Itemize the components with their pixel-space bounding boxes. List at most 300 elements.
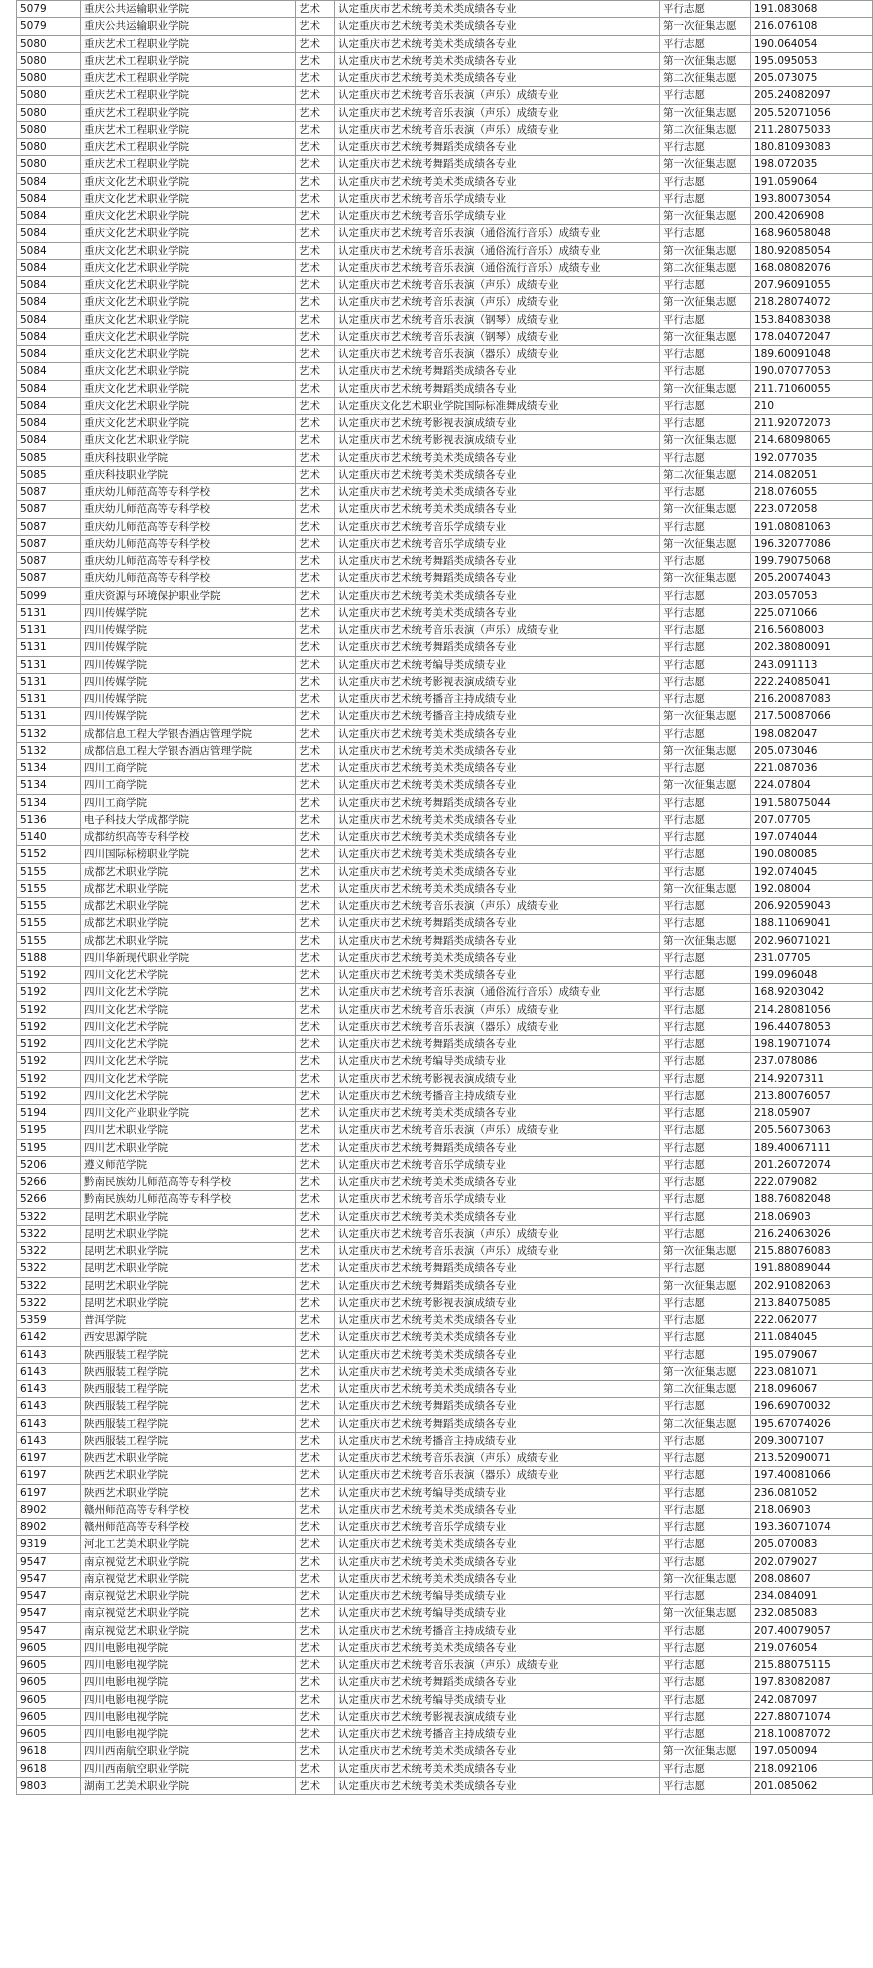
major-rule-cell: 认定重庆文化艺术职业学院国际标准舞成绩专业 [335, 397, 660, 414]
major-rule-cell: 认定重庆市艺术统考舞蹈类成绩各专业 [335, 363, 660, 380]
table-row [17, 1329, 873, 1346]
table-row [17, 156, 873, 173]
category-cell: 艺术 [296, 432, 335, 449]
school-code-cell: 5084 [17, 259, 81, 276]
school-code-cell: 6143 [17, 1415, 81, 1432]
score-cell: 195.095053 [751, 52, 873, 69]
school-name-cell: 南京视觉艺术职业学院 [81, 1570, 296, 1587]
major-rule-cell: 认定重庆市艺术统考音乐表演（通俗流行音乐）成绩专业 [335, 242, 660, 259]
batch-cell: 第一次征集志愿 [660, 208, 751, 225]
school-code-cell: 5195 [17, 1122, 81, 1139]
batch-cell: 第二次征集志愿 [660, 1415, 751, 1432]
school-code-cell: 5079 [17, 18, 81, 35]
batch-cell: 平行志愿 [660, 363, 751, 380]
major-rule-cell: 认定重庆市艺术统考音乐表演（声乐）成绩专业 [335, 87, 660, 104]
school-code-cell: 6143 [17, 1363, 81, 1380]
category-cell: 艺术 [296, 570, 335, 587]
score-cell: 205.073075 [751, 70, 873, 87]
table-row [17, 691, 873, 708]
major-rule-cell: 认定重庆市艺术统考音乐表演（声乐）成绩专业 [335, 1450, 660, 1467]
category-cell: 艺术 [296, 967, 335, 984]
major-rule-cell: 认定重庆市艺术统考美术类成绩各专业 [335, 604, 660, 621]
school-code-cell: 9605 [17, 1657, 81, 1674]
school-code-cell: 5192 [17, 967, 81, 984]
major-rule-cell: 认定重庆市艺术统考美术类成绩各专业 [335, 587, 660, 604]
table-row [17, 173, 873, 190]
batch-cell: 平行志愿 [660, 346, 751, 363]
school-name-cell: 黔南民族幼儿师范高等专科学校 [81, 1174, 296, 1191]
school-name-cell: 重庆文化艺术职业学院 [81, 380, 296, 397]
school-name-cell: 四川文化艺术学院 [81, 967, 296, 984]
major-rule-cell: 认定重庆市艺术统考美术类成绩各专业 [335, 1777, 660, 1794]
batch-cell: 平行志愿 [660, 1053, 751, 1070]
school-code-cell: 5192 [17, 1053, 81, 1070]
school-name-cell: 西安思源学院 [81, 1329, 296, 1346]
major-rule-cell: 认定重庆市艺术统考舞蹈类成绩各专业 [335, 932, 660, 949]
school-name-cell: 四川文化艺术学院 [81, 1018, 296, 1035]
school-code-cell: 5132 [17, 725, 81, 742]
batch-cell: 第一次征集志愿 [660, 777, 751, 794]
major-rule-cell: 认定重庆市艺术统考播音主持成绩专业 [335, 708, 660, 725]
school-name-cell: 四川传媒学院 [81, 656, 296, 673]
school-name-cell: 重庆艺术工程职业学院 [81, 139, 296, 156]
score-cell: 193.36071074 [751, 1519, 873, 1536]
school-code-cell: 5322 [17, 1260, 81, 1277]
table-row [17, 294, 873, 311]
major-rule-cell: 认定重庆市艺术统考美术类成绩各专业 [335, 1312, 660, 1329]
batch-cell: 第一次征集志愿 [660, 742, 751, 759]
table-row [17, 760, 873, 777]
batch-cell: 平行志愿 [660, 173, 751, 190]
school-code-cell: 5192 [17, 984, 81, 1001]
batch-cell: 平行志愿 [660, 967, 751, 984]
school-name-cell: 成都信息工程大学银杏酒店管理学院 [81, 742, 296, 759]
batch-cell: 平行志愿 [660, 1432, 751, 1449]
category-cell: 艺术 [296, 1174, 335, 1191]
major-rule-cell: 认定重庆市艺术统考美术类成绩各专业 [335, 725, 660, 742]
category-cell: 艺术 [296, 1053, 335, 1070]
school-name-cell: 重庆艺术工程职业学院 [81, 35, 296, 52]
score-cell: 222.24085041 [751, 673, 873, 690]
table-row [17, 1122, 873, 1139]
category-cell: 艺术 [296, 35, 335, 52]
batch-cell: 平行志愿 [660, 1501, 751, 1518]
school-code-cell: 5087 [17, 518, 81, 535]
score-cell: 236.081052 [751, 1484, 873, 1501]
category-cell: 艺术 [296, 1639, 335, 1656]
school-code-cell: 9547 [17, 1605, 81, 1622]
score-cell: 199.79075068 [751, 553, 873, 570]
batch-cell: 第一次征集志愿 [660, 1363, 751, 1380]
score-cell: 202.38080091 [751, 639, 873, 656]
batch-cell: 平行志愿 [660, 1553, 751, 1570]
table-row [17, 1450, 873, 1467]
major-rule-cell: 认定重庆市艺术统考音乐表演（声乐）成绩专业 [335, 1243, 660, 1260]
category-cell: 艺术 [296, 708, 335, 725]
category-cell: 艺术 [296, 1243, 335, 1260]
score-cell: 200.4206908 [751, 208, 873, 225]
school-code-cell: 5080 [17, 139, 81, 156]
school-code-cell: 5080 [17, 87, 81, 104]
batch-cell: 平行志愿 [660, 1, 751, 18]
school-name-cell: 陕西服装工程学院 [81, 1415, 296, 1432]
table-row [17, 1225, 873, 1242]
batch-cell: 平行志愿 [660, 1726, 751, 1743]
table-row [17, 346, 873, 363]
category-cell: 艺术 [296, 1605, 335, 1622]
score-cell: 197.050094 [751, 1743, 873, 1760]
table-row [17, 484, 873, 501]
major-rule-cell: 认定重庆市艺术统考舞蹈类成绩各专业 [335, 1674, 660, 1691]
school-name-cell: 陕西服装工程学院 [81, 1432, 296, 1449]
table-row [17, 1, 873, 18]
school-name-cell: 四川艺术职业学院 [81, 1122, 296, 1139]
table-row [17, 1087, 873, 1104]
batch-cell: 第一次征集志愿 [660, 932, 751, 949]
major-rule-cell: 认定重庆市艺术统考美术类成绩各专业 [335, 1381, 660, 1398]
school-code-cell: 5322 [17, 1243, 81, 1260]
table-row [17, 363, 873, 380]
table-row [17, 1001, 873, 1018]
major-rule-cell: 认定重庆市艺术统考美术类成绩各专业 [335, 949, 660, 966]
category-cell: 艺术 [296, 466, 335, 483]
table-row [17, 1156, 873, 1173]
category-cell: 艺术 [296, 1484, 335, 1501]
table-row [17, 656, 873, 673]
score-cell: 214.28081056 [751, 1001, 873, 1018]
school-name-cell: 成都信息工程大学银杏酒店管理学院 [81, 725, 296, 742]
school-code-cell: 5194 [17, 1105, 81, 1122]
batch-cell: 平行志愿 [660, 1036, 751, 1053]
school-code-cell: 5131 [17, 622, 81, 639]
category-cell: 艺术 [296, 1570, 335, 1587]
table-row [17, 1760, 873, 1777]
table-row [17, 1363, 873, 1380]
school-name-cell: 昆明艺术职业学院 [81, 1277, 296, 1294]
major-rule-cell: 认定重庆市艺术统考舞蹈类成绩各专业 [335, 156, 660, 173]
major-rule-cell: 认定重庆市艺术统考美术类成绩各专业 [335, 1346, 660, 1363]
table-row [17, 1294, 873, 1311]
table-row [17, 277, 873, 294]
table-row [17, 1398, 873, 1415]
school-name-cell: 重庆文化艺术职业学院 [81, 363, 296, 380]
score-cell: 193.80073054 [751, 190, 873, 207]
table-row [17, 587, 873, 604]
score-cell: 234.084091 [751, 1588, 873, 1605]
school-name-cell: 重庆文化艺术职业学院 [81, 346, 296, 363]
batch-cell: 平行志愿 [660, 311, 751, 328]
school-code-cell: 5084 [17, 294, 81, 311]
major-rule-cell: 认定重庆市艺术统考音乐表演（钢琴）成绩专业 [335, 311, 660, 328]
major-rule-cell: 认定重庆市艺术统考美术类成绩各专业 [335, 1363, 660, 1380]
score-cell: 216.20087083 [751, 691, 873, 708]
score-cell: 218.06903 [751, 1208, 873, 1225]
category-cell: 艺术 [296, 139, 335, 156]
school-code-cell: 5134 [17, 760, 81, 777]
category-cell: 艺术 [296, 639, 335, 656]
score-cell: 223.081071 [751, 1363, 873, 1380]
category-cell: 艺术 [296, 346, 335, 363]
table-row [17, 208, 873, 225]
school-name-cell: 重庆文化艺术职业学院 [81, 173, 296, 190]
category-cell: 艺术 [296, 1294, 335, 1311]
category-cell: 艺术 [296, 656, 335, 673]
table-row [17, 535, 873, 552]
category-cell: 艺术 [296, 1760, 335, 1777]
major-rule-cell: 认定重庆市艺术统考音乐表演（声乐）成绩专业 [335, 622, 660, 639]
school-name-cell: 成都艺术职业学院 [81, 915, 296, 932]
school-code-cell: 5192 [17, 1001, 81, 1018]
major-rule-cell: 认定重庆市艺术统考播音主持成绩专业 [335, 1432, 660, 1449]
category-cell: 艺术 [296, 397, 335, 414]
category-cell: 艺术 [296, 1225, 335, 1242]
score-cell: 197.83082087 [751, 1674, 873, 1691]
school-name-cell: 四川西南航空职业学院 [81, 1743, 296, 1760]
category-cell: 艺术 [296, 1208, 335, 1225]
category-cell: 艺术 [296, 949, 335, 966]
school-name-cell: 重庆文化艺术职业学院 [81, 225, 296, 242]
school-name-cell: 重庆艺术工程职业学院 [81, 156, 296, 173]
school-code-cell: 5084 [17, 328, 81, 345]
batch-cell: 平行志愿 [660, 1156, 751, 1173]
batch-cell: 平行志愿 [660, 1657, 751, 1674]
category-cell: 艺术 [296, 1432, 335, 1449]
major-rule-cell: 认定重庆市艺术统考美术类成绩各专业 [335, 501, 660, 518]
major-rule-cell: 认定重庆市艺术统考美术类成绩各专业 [335, 1553, 660, 1570]
score-cell: 201.085062 [751, 1777, 873, 1794]
major-rule-cell: 认定重庆市艺术统考舞蹈类成绩各专业 [335, 380, 660, 397]
category-cell: 艺术 [296, 1036, 335, 1053]
school-name-cell: 重庆文化艺术职业学院 [81, 208, 296, 225]
school-name-cell: 重庆幼儿师范高等专科学校 [81, 553, 296, 570]
score-cell: 215.88076083 [751, 1243, 873, 1260]
table-row [17, 898, 873, 915]
batch-cell: 平行志愿 [660, 397, 751, 414]
table-row [17, 190, 873, 207]
school-code-cell: 5080 [17, 52, 81, 69]
score-cell: 206.92059043 [751, 898, 873, 915]
major-rule-cell: 认定重庆市艺术统考影视表演成绩专业 [335, 1708, 660, 1725]
category-cell: 艺术 [296, 880, 335, 897]
table-row [17, 311, 873, 328]
major-rule-cell: 认定重庆市艺术统考美术类成绩各专业 [335, 1760, 660, 1777]
school-name-cell: 重庆文化艺术职业学院 [81, 190, 296, 207]
school-code-cell: 9547 [17, 1622, 81, 1639]
table-row [17, 1519, 873, 1536]
school-name-cell: 重庆公共运输职业学院 [81, 18, 296, 35]
table-row [17, 1139, 873, 1156]
school-name-cell: 四川电影电视学院 [81, 1691, 296, 1708]
category-cell: 艺术 [296, 1519, 335, 1536]
category-cell: 艺术 [296, 691, 335, 708]
major-rule-cell: 认定重庆市艺术统考编导类成绩专业 [335, 656, 660, 673]
score-cell: 190.07077053 [751, 363, 873, 380]
major-rule-cell: 认定重庆市艺术统考美术类成绩各专业 [335, 52, 660, 69]
school-name-cell: 电子科技大学成都学院 [81, 811, 296, 828]
major-rule-cell: 认定重庆市艺术统考音乐表演（通俗流行音乐）成绩专业 [335, 225, 660, 242]
category-cell: 艺术 [296, 622, 335, 639]
school-code-cell: 5195 [17, 1139, 81, 1156]
major-rule-cell: 认定重庆市艺术统考美术类成绩各专业 [335, 1329, 660, 1346]
category-cell: 艺术 [296, 1191, 335, 1208]
score-cell: 213.84075085 [751, 1294, 873, 1311]
batch-cell: 平行志愿 [660, 673, 751, 690]
score-cell: 216.5608003 [751, 622, 873, 639]
score-cell: 192.074045 [751, 863, 873, 880]
score-cell: 168.96058048 [751, 225, 873, 242]
table-row [17, 1570, 873, 1587]
school-code-cell: 5099 [17, 587, 81, 604]
category-cell: 艺术 [296, 1087, 335, 1104]
table-row [17, 1415, 873, 1432]
school-code-cell: 5084 [17, 432, 81, 449]
batch-cell: 平行志愿 [660, 915, 751, 932]
major-rule-cell: 认定重庆市艺术统考音乐学成绩专业 [335, 518, 660, 535]
batch-cell: 平行志愿 [660, 898, 751, 915]
major-rule-cell: 认定重庆市艺术统考舞蹈类成绩各专业 [335, 794, 660, 811]
major-rule-cell: 认定重庆市艺术统考音乐学成绩专业 [335, 190, 660, 207]
school-name-cell: 成都艺术职业学院 [81, 863, 296, 880]
major-rule-cell: 认定重庆市艺术统考舞蹈类成绩各专业 [335, 1036, 660, 1053]
table-row [17, 673, 873, 690]
major-rule-cell: 认定重庆市艺术统考舞蹈类成绩各专业 [335, 639, 660, 656]
school-code-cell: 5155 [17, 863, 81, 880]
table-row [17, 1018, 873, 1035]
batch-cell: 第一次征集志愿 [660, 1277, 751, 1294]
batch-cell: 平行志愿 [660, 1760, 751, 1777]
major-rule-cell: 认定重庆市艺术统考舞蹈类成绩各专业 [335, 1398, 660, 1415]
batch-cell: 平行志愿 [660, 691, 751, 708]
school-name-cell: 四川电影电视学院 [81, 1657, 296, 1674]
table-row [17, 380, 873, 397]
major-rule-cell: 认定重庆市艺术统考美术类成绩各专业 [335, 1743, 660, 1760]
batch-cell: 平行志愿 [660, 1519, 751, 1536]
school-code-cell: 6143 [17, 1381, 81, 1398]
major-rule-cell: 认定重庆市艺术统考美术类成绩各专业 [335, 760, 660, 777]
table-row [17, 1777, 873, 1794]
school-code-cell: 5131 [17, 691, 81, 708]
score-cell: 211.71060055 [751, 380, 873, 397]
school-code-cell: 5087 [17, 484, 81, 501]
school-name-cell: 重庆幼儿师范高等专科学校 [81, 518, 296, 535]
category-cell: 艺术 [296, 553, 335, 570]
score-cell: 188.76082048 [751, 1191, 873, 1208]
school-name-cell: 四川工商学院 [81, 777, 296, 794]
score-cell: 243.091113 [751, 656, 873, 673]
batch-cell: 平行志愿 [660, 1294, 751, 1311]
score-cell: 218.096067 [751, 1381, 873, 1398]
school-code-cell: 5155 [17, 915, 81, 932]
table-row [17, 1381, 873, 1398]
category-cell: 艺术 [296, 1001, 335, 1018]
category-cell: 艺术 [296, 1277, 335, 1294]
major-rule-cell: 认定重庆市艺术统考音乐学成绩专业 [335, 1156, 660, 1173]
category-cell: 艺术 [296, 794, 335, 811]
school-name-cell: 四川文化产业职业学院 [81, 1105, 296, 1122]
school-name-cell: 四川华新现代职业学院 [81, 949, 296, 966]
school-code-cell: 8902 [17, 1501, 81, 1518]
school-code-cell: 5080 [17, 35, 81, 52]
major-rule-cell: 认定重庆市艺术统考音乐学成绩专业 [335, 1191, 660, 1208]
batch-cell: 第一次征集志愿 [660, 294, 751, 311]
school-name-cell: 重庆幼儿师范高等专科学校 [81, 501, 296, 518]
batch-cell: 平行志愿 [660, 863, 751, 880]
school-code-cell: 5134 [17, 777, 81, 794]
major-rule-cell: 认定重庆市艺术统考音乐学成绩专业 [335, 535, 660, 552]
score-cell: 218.28074072 [751, 294, 873, 311]
major-rule-cell: 认定重庆市艺术统考音乐表演（钢琴）成绩专业 [335, 328, 660, 345]
batch-cell: 第一次征集志愿 [660, 535, 751, 552]
category-cell: 艺术 [296, 1450, 335, 1467]
school-code-cell: 5084 [17, 208, 81, 225]
batch-cell: 平行志愿 [660, 277, 751, 294]
major-rule-cell: 认定重庆市艺术统考编导类成绩专业 [335, 1691, 660, 1708]
school-code-cell: 5132 [17, 742, 81, 759]
batch-cell: 第一次征集志愿 [660, 1743, 751, 1760]
school-code-cell: 5085 [17, 449, 81, 466]
score-cell: 191.08081063 [751, 518, 873, 535]
category-cell: 艺术 [296, 604, 335, 621]
batch-cell: 第一次征集志愿 [660, 156, 751, 173]
school-code-cell: 9547 [17, 1553, 81, 1570]
school-code-cell: 9547 [17, 1570, 81, 1587]
school-code-cell: 6143 [17, 1432, 81, 1449]
table-row [17, 1484, 873, 1501]
school-name-cell: 成都艺术职业学院 [81, 932, 296, 949]
category-cell: 艺术 [296, 1691, 335, 1708]
school-code-cell: 9605 [17, 1708, 81, 1725]
major-rule-cell: 认定重庆市艺术统考美术类成绩各专业 [335, 846, 660, 863]
school-code-cell: 5136 [17, 811, 81, 828]
school-code-cell: 9605 [17, 1726, 81, 1743]
category-cell: 艺术 [296, 1743, 335, 1760]
category-cell: 艺术 [296, 863, 335, 880]
major-rule-cell: 认定重庆市艺术统考音乐表演（声乐）成绩专业 [335, 1122, 660, 1139]
school-name-cell: 重庆公共运输职业学院 [81, 1, 296, 18]
category-cell: 艺术 [296, 1588, 335, 1605]
score-cell: 213.80076057 [751, 1087, 873, 1104]
school-code-cell: 5084 [17, 363, 81, 380]
table-row [17, 1553, 873, 1570]
major-rule-cell: 认定重庆市艺术统考美术类成绩各专业 [335, 1570, 660, 1587]
school-name-cell: 四川国际标榜职业学院 [81, 846, 296, 863]
batch-cell: 平行志愿 [660, 1208, 751, 1225]
school-code-cell: 5079 [17, 1, 81, 18]
school-name-cell: 重庆文化艺术职业学院 [81, 259, 296, 276]
major-rule-cell: 认定重庆市艺术统考音乐表演（声乐）成绩专业 [335, 1657, 660, 1674]
batch-cell: 第二次征集志愿 [660, 259, 751, 276]
school-code-cell: 5087 [17, 501, 81, 518]
score-cell: 219.076054 [751, 1639, 873, 1656]
major-rule-cell: 认定重庆市艺术统考影视表演成绩专业 [335, 1294, 660, 1311]
batch-cell: 第一次征集志愿 [660, 104, 751, 121]
table-row [17, 1605, 873, 1622]
major-rule-cell: 认定重庆市艺术统考音乐表演（通俗流行音乐）成绩专业 [335, 259, 660, 276]
major-rule-cell: 认定重庆市艺术统考音乐表演（通俗流行音乐）成绩专业 [335, 984, 660, 1001]
school-name-cell: 重庆文化艺术职业学院 [81, 328, 296, 345]
major-rule-cell: 认定重庆市艺术统考舞蹈类成绩各专业 [335, 570, 660, 587]
school-code-cell: 5266 [17, 1174, 81, 1191]
table-row [17, 1277, 873, 1294]
school-code-cell: 5155 [17, 898, 81, 915]
major-rule-cell: 认定重庆市艺术统考舞蹈类成绩各专业 [335, 1139, 660, 1156]
school-code-cell: 5359 [17, 1312, 81, 1329]
score-cell: 203.057053 [751, 587, 873, 604]
school-code-cell: 9547 [17, 1588, 81, 1605]
school-name-cell: 重庆科技职业学院 [81, 466, 296, 483]
school-name-cell: 成都纺织高等专科学校 [81, 829, 296, 846]
school-name-cell: 重庆艺术工程职业学院 [81, 70, 296, 87]
